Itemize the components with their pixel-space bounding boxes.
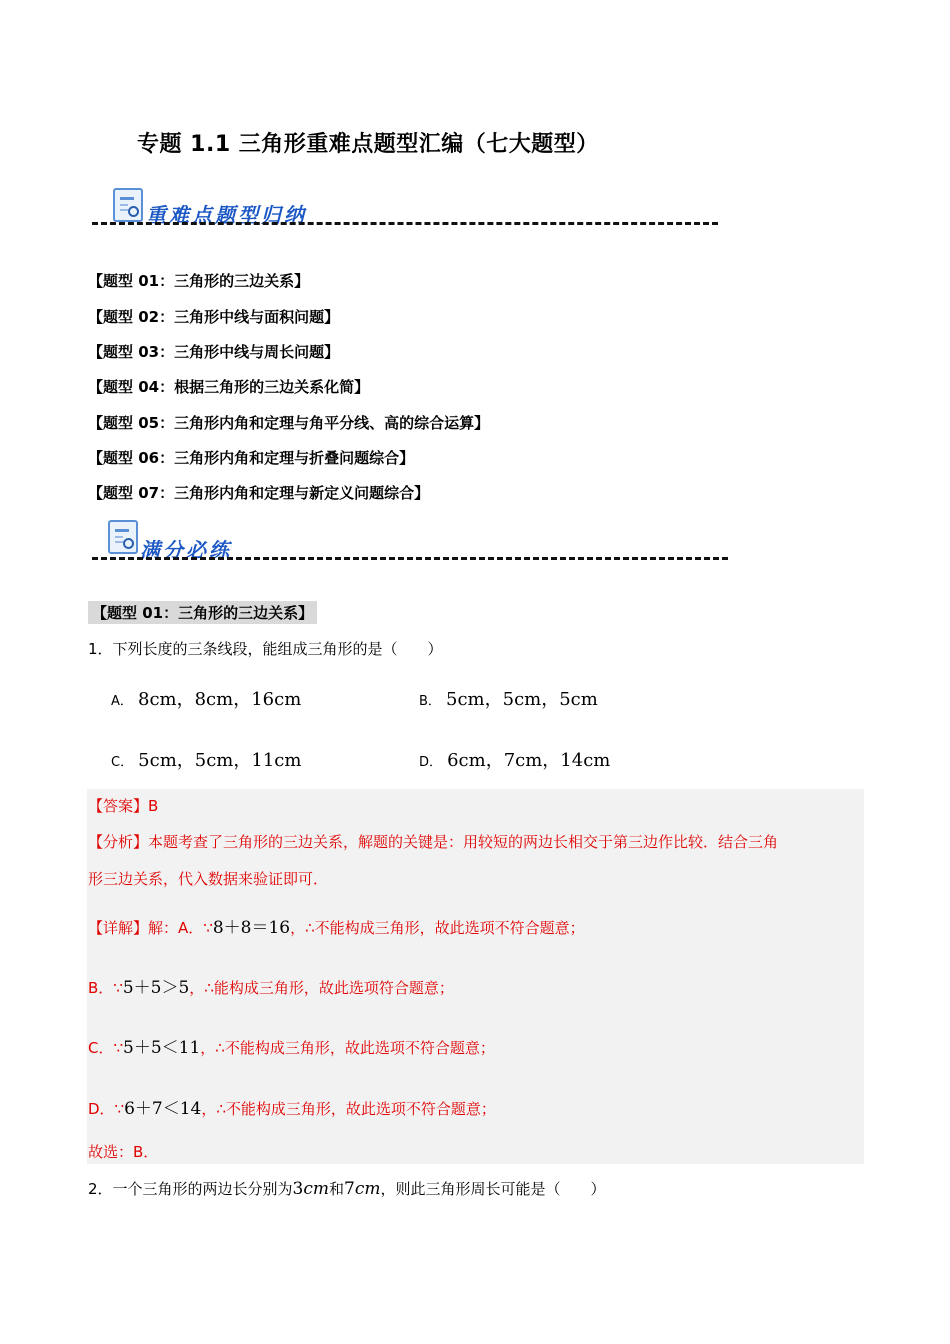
analysis-line: 【分析】本题考查了三角形的三边关系，解题的关键是：用较短的两边长相交于第三边作比较．结合三角 xyxy=(88,833,779,851)
toc-item: 【题型 02：三角形中线与面积问题】 xyxy=(88,308,340,326)
detail-tail: ，∴不能构成三角形，故此选项不符合题意； xyxy=(290,919,585,937)
option-value: 6cm，7cm，14cm xyxy=(447,750,611,771)
section-label: 【题型 01：三角形的三边关系】 xyxy=(88,601,317,624)
dashed-divider xyxy=(92,222,718,225)
formula: 5＋5＞5 xyxy=(122,978,190,998)
dashed-divider xyxy=(92,557,728,560)
detail-tail: ，∴不能构成三角形，故此选项不符合题意； xyxy=(201,1100,496,1118)
page-title: 专题 1.1 三角形重难点题型汇编（七大题型） xyxy=(137,132,599,157)
banner-heading: 重难点题型归纳 xyxy=(146,203,307,227)
formula: 5＋5＜11 xyxy=(123,1038,201,1058)
conclusion-line: 故选：B． xyxy=(88,1143,159,1161)
formula: 6＋7＜14 xyxy=(124,1099,202,1119)
detail-line-d xyxy=(88,1094,496,1119)
option-letter: C． xyxy=(111,755,134,770)
formula: 8＋8＝16 xyxy=(212,918,291,938)
stem-text: ，则此三角形周长可能是（ ） xyxy=(380,1180,606,1198)
detail-prefix: C．∵ xyxy=(88,1039,124,1057)
question-stem: 1．下列长度的三条线段，能组成三角形的是（ ） xyxy=(88,640,443,658)
option-d xyxy=(419,746,610,772)
detail-tail: ，∴能构成三角形，故此选项符合题意； xyxy=(189,979,454,997)
option-value: 8cm，8cm，16cm xyxy=(138,689,302,710)
stem-text: 和 xyxy=(329,1180,345,1198)
document-search-icon xyxy=(113,188,143,222)
option-letter: A． xyxy=(111,694,133,709)
toc-item: 【题型 01：三角形的三边关系】 xyxy=(88,272,310,290)
option-c xyxy=(111,746,301,772)
detail-line-b xyxy=(88,973,454,998)
option-a xyxy=(111,685,301,711)
value: 7 xyxy=(344,1179,355,1199)
toc-item: 【题型 04：根据三角形的三边关系化简】 xyxy=(88,378,370,396)
question-stem xyxy=(88,1178,606,1199)
toc-item: 【题型 07：三角形内角和定理与新定义问题综合】 xyxy=(88,484,430,502)
detail-line-c xyxy=(88,1033,495,1058)
analysis-line: 形三边关系，代入数据来验证即可． xyxy=(88,870,329,888)
detail-line-a xyxy=(88,913,585,938)
stem-text: 2．一个三角形的两边长分别为 xyxy=(88,1180,293,1198)
detail-prefix: 【详解】解：A．∵ xyxy=(88,919,213,937)
detail-prefix: D．∵ xyxy=(88,1100,125,1118)
toc-item: 【题型 06：三角形内角和定理与折叠问题综合】 xyxy=(88,449,415,467)
toc-item: 【题型 05：三角形内角和定理与角平分线、高的综合运算】 xyxy=(88,414,490,432)
option-b xyxy=(419,685,598,711)
unit: cm xyxy=(354,1179,381,1199)
option-letter: B． xyxy=(419,694,441,709)
value: 3 xyxy=(292,1179,304,1199)
toc-item: 【题型 03：三角形中线与周长问题】 xyxy=(88,343,340,361)
detail-prefix: B．∵ xyxy=(88,979,123,997)
option-value: 5cm，5cm，5cm xyxy=(446,689,598,710)
answer-line: 【答案】B xyxy=(88,797,159,815)
detail-tail: ，∴不能构成三角形，故此选项不符合题意； xyxy=(200,1039,495,1057)
option-value: 5cm，5cm，11cm xyxy=(138,750,302,771)
unit: cm xyxy=(303,1179,330,1199)
banner-heading: 满分必练 xyxy=(140,538,232,562)
option-letter: D． xyxy=(419,755,443,770)
document-search-icon xyxy=(108,520,138,554)
